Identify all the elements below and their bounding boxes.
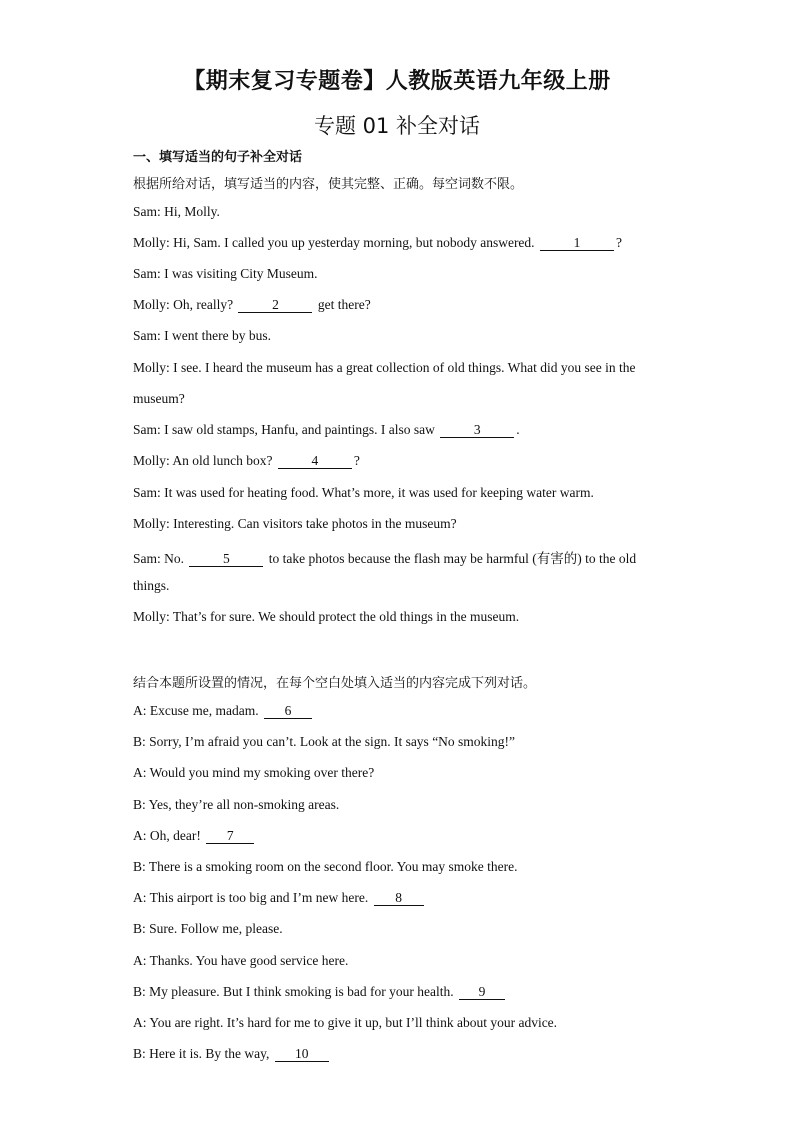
- dialogue-line: [133, 890, 663, 906]
- dialogue-text: ?: [615, 235, 622, 250]
- dialogue-line: Molly: That’s for sure. We should protect the old things in the museum.: [133, 609, 520, 624]
- dialogue-line: [133, 703, 663, 719]
- blank-3[interactable]: 3: [440, 423, 514, 438]
- blank-5[interactable]: 5: [189, 552, 263, 567]
- dialogue-line: A: Would you mind my smoking over there?: [133, 765, 375, 780]
- dialogue-line: Sam: Hi, Molly.: [133, 204, 220, 219]
- dialogue-line: [133, 453, 663, 469]
- dialogue-text: Molly: Hi, Sam. I called you up yesterday morning, but nobody answered.: [133, 235, 538, 250]
- section-heading: 一、填写适当的句子补全对话: [133, 150, 303, 165]
- blank-6[interactable]: 6: [264, 704, 312, 719]
- dialogue-line: Sam: I went there by bus.: [133, 328, 271, 343]
- blank-8[interactable]: 8: [374, 891, 424, 906]
- dialogue-text: Sam: I saw old stamps, Hanfu, and paintings. I also saw: [133, 422, 439, 437]
- dialogue-line: B: Sure. Follow me, please.: [133, 921, 283, 936]
- blank-2[interactable]: 2: [238, 298, 312, 313]
- dialogue-text: to take photos because the flash may be harmful (有害的) to the old: [265, 551, 637, 566]
- dialogue-line: [133, 235, 663, 251]
- dialogue-text: Sam: No.: [133, 551, 188, 566]
- dialogue-line: [133, 422, 663, 438]
- blank-1[interactable]: 1: [540, 236, 614, 251]
- dialogue-line: A: Thanks. You have good service here.: [133, 953, 349, 968]
- dialogue-line: [133, 1046, 663, 1062]
- dialogue-line: B: There is a smoking room on the second floor. You may smoke there.: [133, 859, 518, 874]
- instruction-text: 结合本题所设置的情况，在每个空白处填入适当的内容完成下列对话。: [133, 676, 537, 691]
- dialogue-text: get there?: [314, 297, 371, 312]
- dialogue-line: A: You are right. It’s hard for me to give it up, but I’ll think about your advice.: [133, 1015, 558, 1030]
- dialogue-line: [133, 828, 663, 844]
- dialogue-line: [133, 547, 663, 567]
- dialogue-line: [133, 984, 663, 1000]
- dialogue-text: Molly: An old lunch box?: [133, 453, 276, 468]
- blank-10[interactable]: 10: [275, 1047, 329, 1062]
- dialogue-line: Sam: It was used for heating food. What’s more, it was used for keeping water warm.: [133, 485, 594, 500]
- blank-9[interactable]: 9: [459, 985, 505, 1000]
- dialogue-line: Molly: Interesting. Can visitors take photos in the museum?: [133, 516, 457, 531]
- dialogue-text: ?: [353, 453, 360, 468]
- dialogue-line: Sam: I was visiting City Museum.: [133, 266, 318, 281]
- blank-7[interactable]: 7: [206, 829, 254, 844]
- dialogue-text: B: My pleasure. But I think smoking is bad for your health.: [133, 984, 457, 999]
- dialogue-text: .: [516, 422, 520, 437]
- blank-4[interactable]: 4: [278, 454, 352, 469]
- dialogue-text: Molly: Oh, really?: [133, 297, 237, 312]
- dialogue-line: Molly: I see. I heard the museum has a great collection of old things. What did you see in the: [133, 360, 636, 375]
- dialogue-line: B: Sorry, I’m afraid you can’t. Look at the sign. It says “No smoking!”: [133, 734, 516, 749]
- page-subtitle: 专题 01 补全对话: [313, 114, 481, 138]
- dialogue-text: A: This airport is too big and I’m new here.: [133, 890, 372, 905]
- dialogue-line: B: Yes, they’re all non-smoking areas.: [133, 797, 340, 812]
- dialogue-line: museum?: [133, 391, 185, 406]
- dialogue-text: A: Excuse me, madam.: [133, 703, 262, 718]
- instruction-text: 根据所给对话，填写适当的内容，使其完整、正确。每空词数不限。: [133, 177, 524, 192]
- dialogue-text: A: Oh, dear!: [133, 828, 205, 843]
- page-title: 【期末复习专题卷】人教版英语九年级上册: [183, 69, 611, 94]
- dialogue-line: things.: [133, 578, 170, 593]
- dialogue-line: [133, 297, 663, 313]
- dialogue-text: B: Here it is. By the way,: [133, 1046, 273, 1061]
